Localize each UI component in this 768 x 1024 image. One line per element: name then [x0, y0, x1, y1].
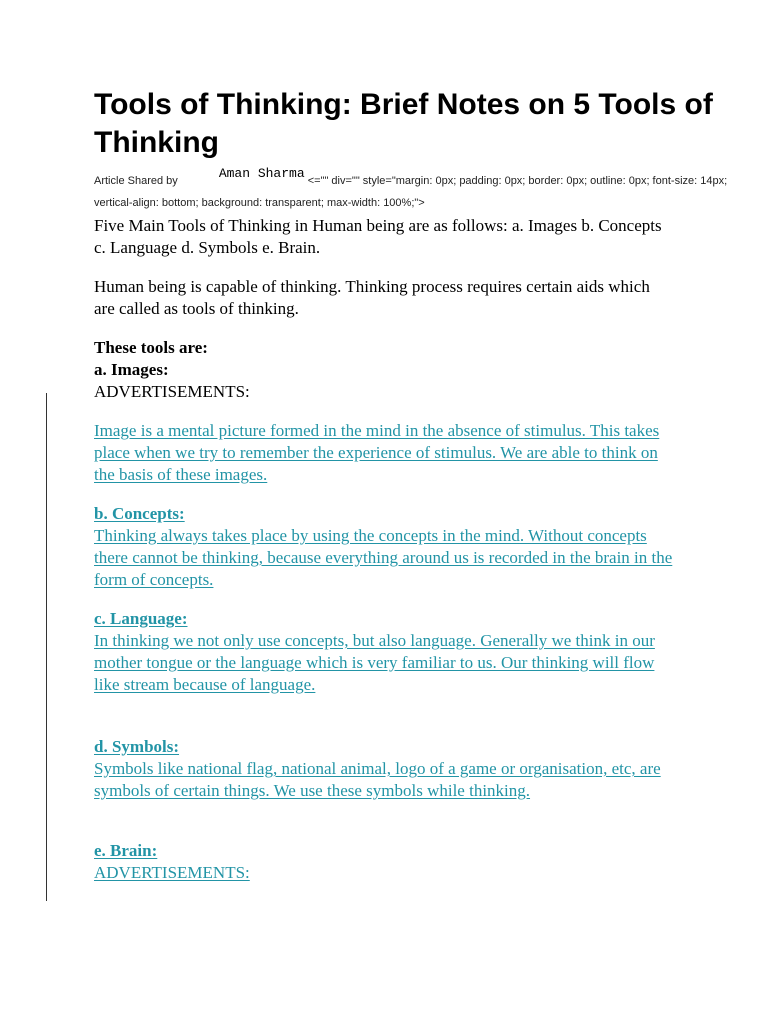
images-text-link[interactable]: Image is a mental picture formed in the mind in the absence of stimulus. This takes place when we try to remember the experience of stimulus. We are able to think on the basis of these images. — [94, 421, 660, 484]
language-heading-link[interactable]: c. Language: — [94, 609, 188, 628]
concepts-heading-link[interactable]: b. Concepts: — [94, 504, 185, 523]
language-text-link[interactable]: In thinking we not only use concepts, but also language. Generally we think in our mother tongue or the language which is very familiar to us. Our thinking will flow like stream because of language. — [94, 631, 655, 694]
margin-rule — [46, 393, 47, 901]
byline-prefix: Article Shared by — [94, 175, 178, 187]
author-name[interactable]: Aman Sharma — [218, 166, 305, 181]
byline — [94, 166, 734, 214]
intro-paragraph: Five Main Tools of Thinking in Human being are as follows: a. Images b. Concepts c. Language d. Symbols e. Brain. — [94, 216, 662, 257]
advertisements-label: ADVERTISEMENTS: — [94, 382, 250, 401]
symbols-heading-link[interactable]: d. Symbols: — [94, 737, 180, 756]
article-title: Tools of Thinking: Brief Notes on 5 Tools of Thinking — [94, 88, 713, 159]
advertisements-link[interactable]: ADVERTISEMENTS: — [94, 863, 250, 882]
tools-heading: These tools are: — [94, 338, 208, 357]
stray-code-text: <="" div="" style="margin: 0px; padding: 0px; border: 0px; outline: 0px; font-size: 14px; vertical-align: bottom; background: transparent; max-width: 100%;"> — [94, 175, 728, 209]
symbols-text-link[interactable]: Symbols like national flag, national animal, logo of a game or organisation, etc, are symbols of certain things. We use these symbols while thinking. — [94, 759, 661, 800]
images-heading: a. Images: — [94, 360, 169, 379]
brain-heading-link[interactable]: e. Brain: — [94, 841, 158, 860]
concepts-text-link[interactable]: Thinking always takes place by using the concepts in the mind. Without concepts there cannot be thinking, because everything around us is recorded in the brain in the form of concepts. — [94, 526, 673, 589]
intro-paragraph-2: Human being is capable of thinking. Thinking process requires certain aids which are called as tools of thinking. — [94, 277, 650, 318]
